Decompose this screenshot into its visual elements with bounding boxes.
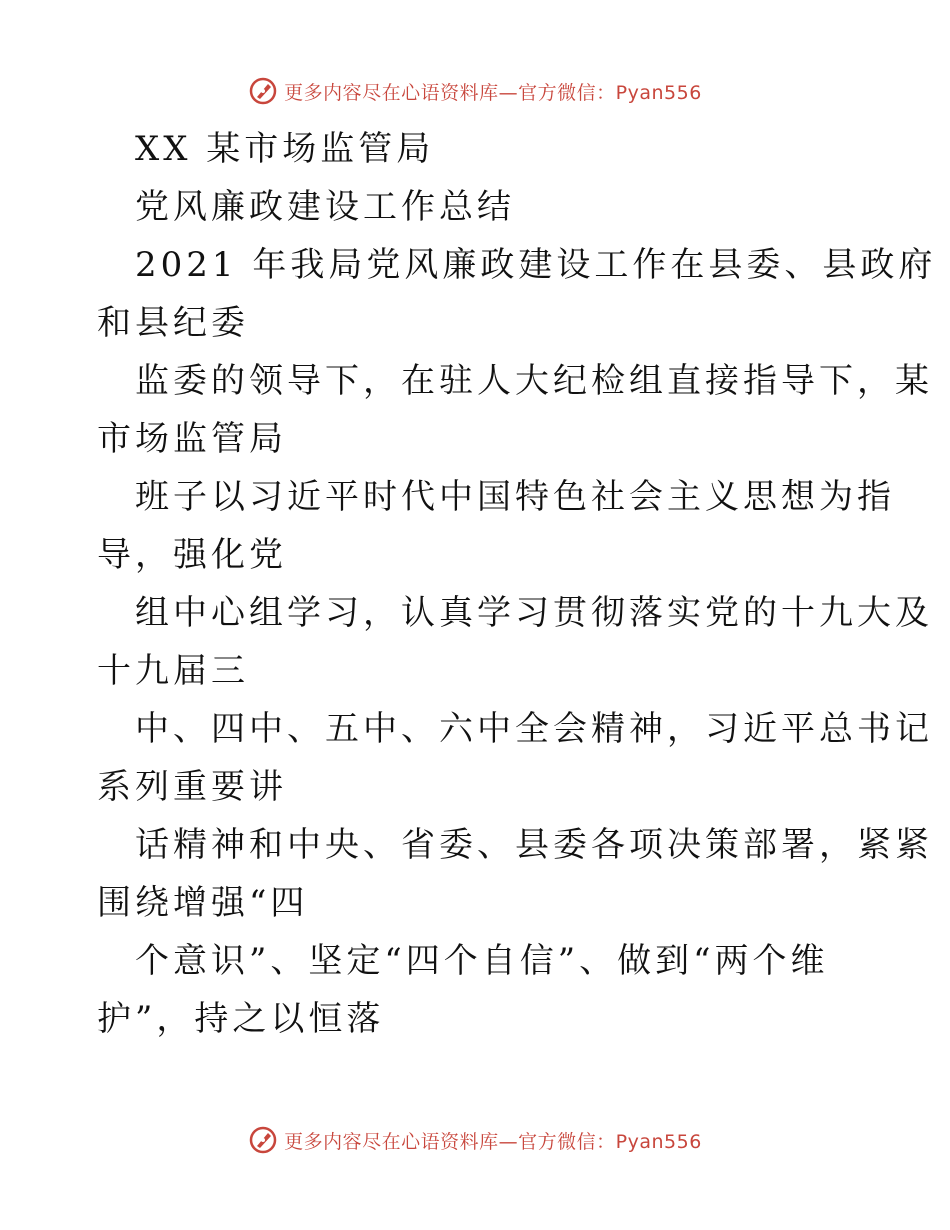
document-body	[97, 120, 937, 1048]
pen-circle-icon	[248, 1125, 278, 1155]
doc-line: 十九届三	[97, 651, 249, 691]
footer-watermark	[0, 1120, 950, 1160]
doc-line: 围绕增强“四	[97, 883, 309, 923]
doc-line: 监委的领导下，在驻人大纪检组直接指导下，某	[135, 361, 933, 401]
doc-line: 护”，持之以恒落	[97, 999, 385, 1039]
doc-line: 中、四中、五中、六中全会精神，习近平总书记	[135, 709, 933, 749]
doc-title-org: XX 某市场监管局	[135, 129, 435, 169]
doc-line: 个意识”、坚定“四个自信”、做到“两个维	[135, 941, 829, 981]
doc-line: 导，强化党	[97, 535, 287, 575]
doc-line: 组中心组学习，认真学习贯彻落实党的十九大及	[135, 593, 933, 633]
doc-line: 市场监管局	[97, 419, 287, 459]
doc-line: 话精神和中央、省委、县委各项决策部署，紧紧	[135, 825, 933, 865]
watermark-text: 更多内容尽在心语资料库—官方微信：Pyan556	[284, 1130, 702, 1153]
doc-line: 班子以习近平时代中国特色社会主义思想为指	[135, 477, 895, 517]
doc-line: 系列重要讲	[97, 767, 287, 807]
doc-line: 和县纪委	[97, 303, 249, 343]
header-watermark	[0, 71, 950, 111]
doc-title: 党风廉政建设工作总结	[135, 187, 515, 227]
pen-circle-icon	[248, 76, 278, 106]
doc-line: 2021 年我局党风廉政建设工作在县委、县政府	[135, 245, 937, 285]
watermark-text: 更多内容尽在心语资料库—官方微信：Pyan556	[284, 81, 702, 104]
